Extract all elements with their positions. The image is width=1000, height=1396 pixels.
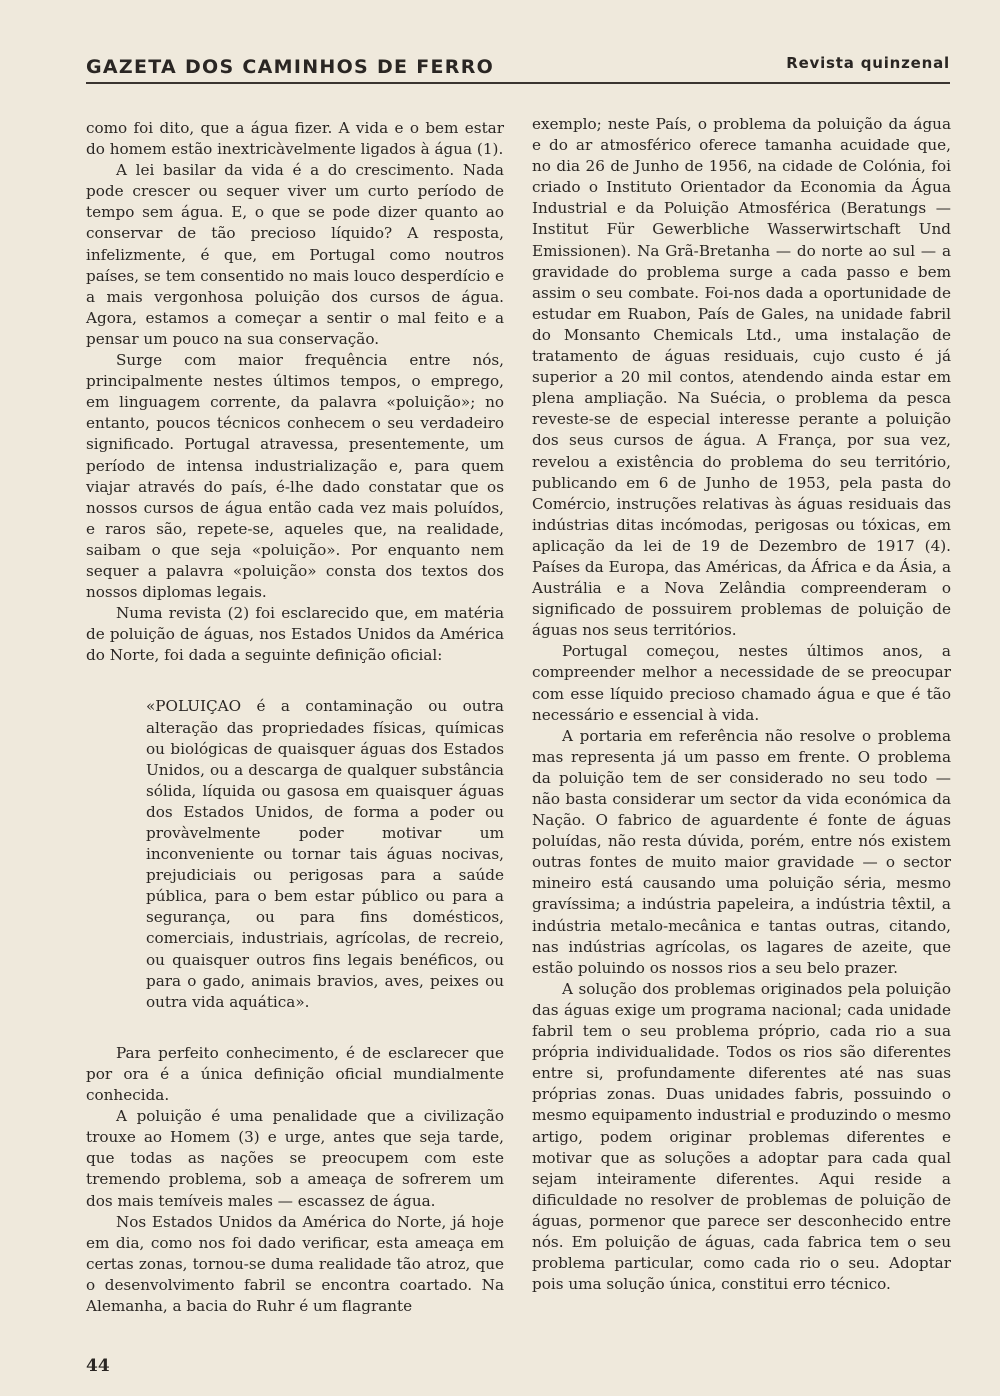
journal-title: GAZETA DOS CAMINHOS DE FERRO (86, 56, 495, 78)
left-column (86, 118, 504, 1317)
paragraph: A poluição é uma penalidade que a civilização trouxe ao Homem (3) e urge, antes que seja tarde, que todas as nações se preocupem com este tremendo problema, sob a ameaça de sofrerem um dos mais temíveis males — escassez de água. (86, 1107, 504, 1210)
running-header (86, 52, 950, 84)
paragraph: Portugal começou, nestes últimos anos, a compreender melhor a necessidade de se preocupar com esse líquido precioso chamado água e que é tão necessário e essencial à vida. (532, 642, 951, 724)
block-quote-definition: «POLUIÇAO é a contaminação ou outra alteração das propriedades físicas, químicas ou biológicas de quaisquer águas dos Estados Unidos, ou a descarga de qualquer substância sólida, líquida ou gasosa em quaisquer águas dos Estados Unidos, de forma a poder ou provàvelmente poder motivar um inconveniente ou tornar tais águas nocivas, prejudiciais ou perigosas para a saúde pública, para o bem estar público ou para a segurança, ou para fins domésticos, comerciais, industriais, agrícolas, de recreio, ou quaisquer outros fins legais benéficos, ou para o gado, animais bravios, aves, peixes ou outra vida aquática». (146, 697, 504, 1011)
paragraph: Numa revista (2) foi esclarecido que, em matéria de poluição de águas, nos Estados Unidos da América do Norte, foi dada a seguinte definição oficial: (86, 604, 504, 665)
paragraph: Para perfeito conhecimento, é de esclarecer que por ora é a única definição oficial mundialmente conhecida. (86, 1043, 504, 1105)
page-number: 44 (86, 1356, 110, 1376)
paragraph: como foi dito, que a água fizer. A vida e o bem estar do homem estão inextricàvelmente ligados à água (1). (86, 119, 504, 159)
paragraph: A solução dos problemas originados pela poluição das águas exige um programa nacional; cada unidade fabril tem o seu problema próprio, cada rio a sua própria individualidade. Todos os rios são diferentes entre si, profundamente diferentes até nas suas próprias zonas. Duas unidades fabris, possuindo o mesmo equipamento industrial e produzindo o mesmo artigo, podem originar problemas diferentes e motivar que as soluções a adoptar para cada qual sejam inteiramente diferentes. Aqui reside a dificuldade no resolver de problemas de poluição de águas, pormenor que parece ser desconhecido entre nós. Em poluição de águas, cada fabrica tem o seu problema particular, como cada rio o seu. Adoptar pois uma solução única, constitui erro técnico. (532, 979, 951, 1294)
paragraph: Surge com maior frequência entre nós, principalmente nestes últimos tempos, o emprego, em linguagem corrente, da palavra «poluição»; no entanto, poucos técnicos conhecem o seu verdadeiro significado. Portugal atravessa, presentemente, um período de intensa industrialização e, para quem viajar através do país, é-lhe dado constatar que os nossos cursos de água então cada vez mais poluídos, e raros são, repete-se, aqueles que, na realidade, saibam o que seja «poluição». Por enquanto nem sequer a palavra «poluição» consta dos textos dos nossos diplomas legais. (86, 351, 504, 602)
journal-frequency: Revista quinzenal (786, 54, 950, 72)
paragraph: Nos Estados Unidos da América do Norte, já hoje em dia, como nos foi dado verificar, esta ameaça em certas zonas, tornou-se duma realidade tão atroz, que o desenvolvimento fabril se encontra coartado. Na Alemanha, a bacia do Ruhr é um flagrante (86, 1212, 504, 1315)
paragraph: A lei basilar da vida é a do crescimento. Nada pode crescer ou sequer viver um curto período de tempo sem água. E, o que se pode dizer quanto ao conservar de tão precioso líquido? A resposta, infelizmente, é que, em Portugal como noutros países, se tem consentido no mais louco desperdício e a mais vergonhosa poluição dos cursos de água. Agora, estamos a começar a sentir o mal feito e a pensar um pouco na sua conservação. (86, 161, 504, 348)
paragraph: exemplo; neste País, o problema da poluição da água e do ar atmosférico oferece tamanha acuidade que, no dia 26 de Junho de 1956, na cidade de Colónia, foi criado o Instituto Orientador da Economia da Água Industrial e da Poluição Atmosférica (Beratungs — Institut Für Gewerbliche Wasserwirtschaft Und Emissionen). Na Grã-Bretanha — do norte ao sul — a gravidade do problema surge a cada passo e bem assim o seu combate. Foi-nos dada a oportunidade de estudar em Ruabon, País de Gales, na unidade fabril do Monsanto Chemicals Ltd., uma instalação de tratamento de águas residuais, cujo custo é já superior a 20 mil contos, atendendo ainda estar em plena ampliação. Na Suécia, o problema da pesca reveste-se de especial interesse perante a poluição dos seus cursos de água. A França, por sua vez, revelou a existência do problema do seu território, publicando em 6 de Junho de 1953, pela pasta do Comércio, instruções relativas às águas residuais das indústrias ditas incómodas, perigosas ou tóxicas, em aplicação da lei de 19 de Dezembro de 1917 (4). Países da Europa, das Américas, da África e da Ásia, a Austrália e a Nova Zelândia compreenderam o significado de possuirem problemas de poluição de águas nos seus territórios. (532, 115, 951, 640)
paragraph: A portaria em referência não resolve o problema mas representa já um passo em frente. O problema da poluição tem de ser considerado no seu todo — não basta considerar um sector da vida económica da Nação. O fabrico de aguardente é fonte de águas poluídas, não resta dúvida, porém, entre nós existem outras fontes de muito maior gravidade — o sector mineiro está causando uma poluição séria, mesmo gravíssima; a indústria papeleira, a indústria têxtil, a indústria metalo-mecânica e tantas outras, citando, nas indústrias agrícolas, os lagares de azeite, que estão poluindo os nossos rios a seu belo prazer. (532, 726, 951, 977)
right-column (532, 114, 951, 1295)
